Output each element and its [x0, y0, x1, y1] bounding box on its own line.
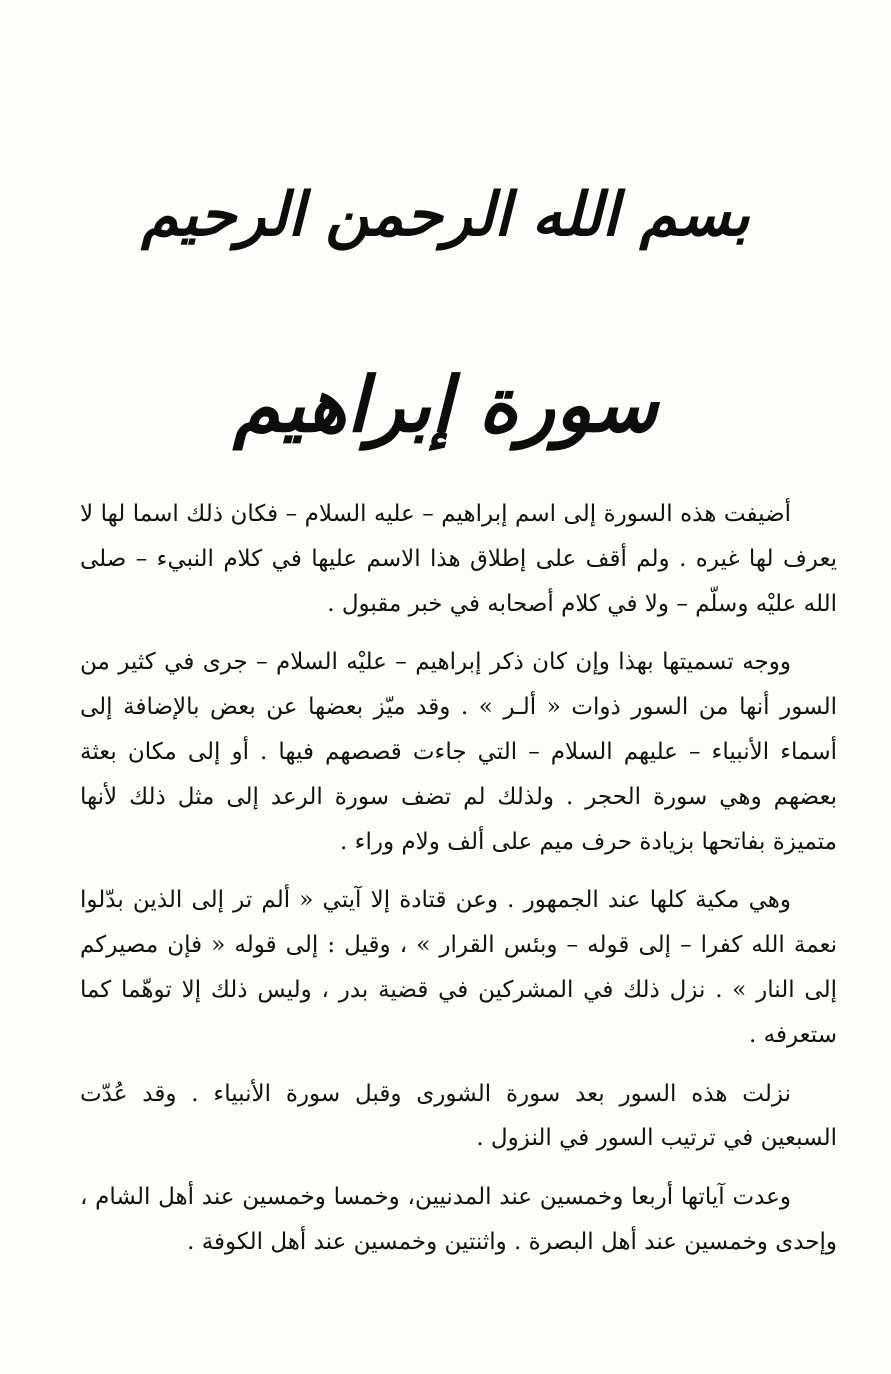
basmala-calligraphy: بسم الله الرحمن الرحيم: [141, 180, 750, 250]
paragraph-4: نزلت هذه السور بعد سورة الشورى وقبل سورة الأنبياء . وقد عُدّت السبعين في ترتيب السور في النزول .: [80, 1080, 837, 1152]
paragraph-3: وهي مكية كلها عند الجمهور . وعن قتادة إلا آيتي « ألم تر إلى الذين بدّلوا نعمة الله كفرا – إلى قوله – وبئس القرار » ، وقيل : إلى قوله « فإن مصيركم إلى النار » . نزل ذلك في المشركين في قضية بدر ، وليس ذلك إلا توهّما كما ستعرفه .: [80, 887, 837, 1048]
surah-title: سورة إبراهيم: [233, 360, 658, 449]
body-text: [80, 492, 837, 1265]
paragraph-2: ووجه تسميتها بهذا وإن كان ذكر إبراهيم – عليْه السلام – جرى في كثير من السور أنها من السور ذوات « ألـر » . وقد ميّز بعضها عن بعض بالإضافة إلى أسماء الأنبياء – عليهم السلام – التي جاءت قصصهم فيها . أو إلى مكان بعثة بعضهم وهي سورة الحجر . ولذلك لم تضف سورة الرعد إلى مثل ذلك لأنها متميزة بفاتحها بزيادة حرف ميم على ألف ولام وراء .: [80, 649, 837, 855]
paragraph-5: وعدت آياتها أربعا وخمسين عند المدنيين، وخمسا وخمسين عند أهل الشام ، وإحدى وخمسين عند أهل البصرة . واثنتين وخمسين عند أهل الكوفة .: [80, 1184, 837, 1255]
paragraph-1: أضيفت هذه السورة إلى اسم إبراهيم – عليه السلام – فكان ذلك اسما لها لا يعرف لها غيره . ولم أقف على إطلاق هذا الاسم عليها في كلام النبيء – صلى الله عليْه وسلّم – ولا في كلام أصحابه في خبر مقبول .: [80, 501, 837, 617]
